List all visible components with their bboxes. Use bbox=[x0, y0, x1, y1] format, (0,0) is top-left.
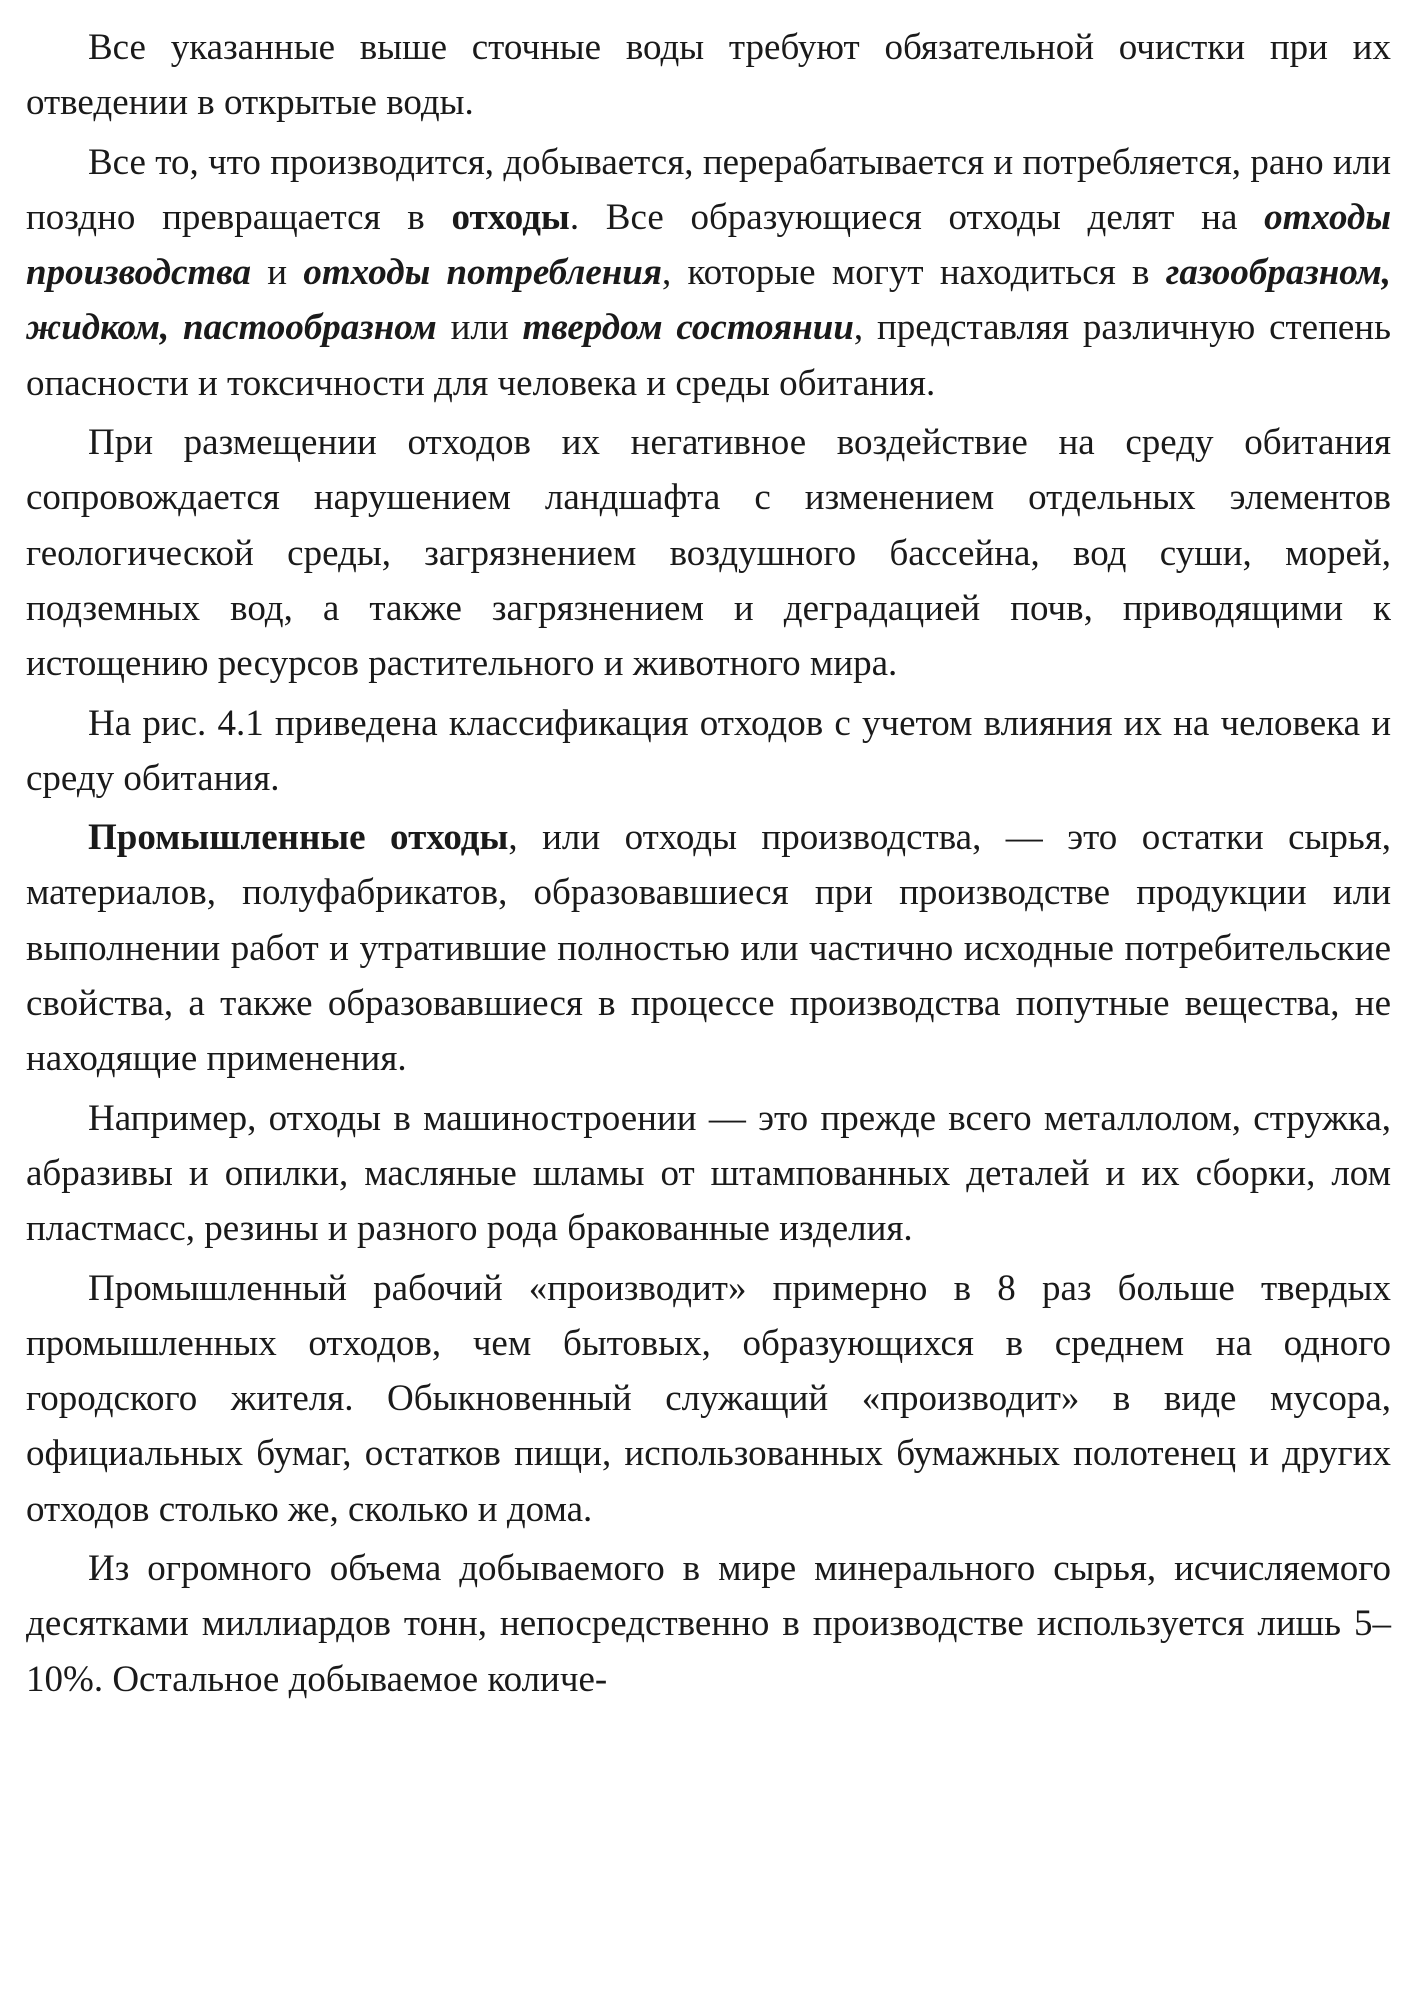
paragraph-2 bbox=[26, 135, 1391, 411]
p3-text-1: При размещении отходов их негативное воздействие на среду обитания сопровождается нарушением ландшафта с изменением отдельных элементов геологической среды, загрязнением воздушного бассейна, вод суши, морей, подземных вод, а также загрязнением и деградацией почв, приводящими к истощению ресурсов растительного и животного мира. bbox=[26, 422, 1391, 685]
p8-text-1: Из огромного объема добываемого в мире минерального сырья, исчисляемого десятками миллиардов тонн, непосредственно в производстве используется лишь 5–10%. Остальное добываемое количе- bbox=[26, 1548, 1391, 1700]
paragraph-4 bbox=[26, 696, 1391, 807]
p5-term-industrial-waste: Промышленные отходы bbox=[88, 817, 509, 859]
document-page bbox=[26, 20, 1391, 1711]
p2-term-consumption-waste: отходы потребления bbox=[303, 252, 662, 294]
paragraph-7 bbox=[26, 1261, 1391, 1537]
p5-text-1: , или отходы производства, — это остатки сырья, материалов, полуфабрикатов, образовавшиеся при производстве продукции или выполнении работ и утратившие полностью или частично исходные потребительские свойства, а также образовавшиеся в процессе производства попутные вещества, не находящие применения. bbox=[26, 817, 1391, 1080]
paragraph-1 bbox=[26, 20, 1391, 131]
p2-text-4: , которые могут находиться в bbox=[661, 252, 1166, 294]
p2-term-production-waste: отходы производства bbox=[26, 196, 1392, 294]
p2-term-otkhody: отходы bbox=[451, 196, 570, 238]
paragraph-8 bbox=[26, 1541, 1391, 1707]
p2-text-2: . Все образующиеся отходы делят на bbox=[569, 196, 1265, 238]
paragraph-5 bbox=[26, 810, 1391, 1086]
p1-text-1: Все указанные выше сточные воды требуют обязательной очистки при их отведении в открытые воды. bbox=[26, 27, 1391, 124]
p2-text-3: и bbox=[250, 252, 304, 294]
paragraph-3 bbox=[26, 415, 1391, 691]
p2-text-1: Все то, что производится, добывается, перерабатывается и потребляется, рано или поздно превращается в bbox=[26, 141, 1391, 238]
p2-term-states: газообразном, жидком, пастообразном bbox=[26, 252, 1391, 349]
p2-text-5: или bbox=[436, 307, 523, 349]
p7-text-1: Промышленный рабочий «производит» примерно в 8 раз больше твердых промышленных отходов, чем бытовых, образующихся в среднем на одного городского жителя. Обыкновенный служащий «производит» в виде мусора, официальных бумаг, остатков пищи, использованных бумажных полотенец и других отходов столько же, сколько и дома. bbox=[26, 1267, 1391, 1530]
p2-text-6: , представляя различную степень опасности и токсичности для человека и среды обитания. bbox=[26, 307, 1391, 404]
p6-text-1: Например, отходы в машиностроении — это прежде всего металлолом, стружка, абразивы и опилки, масляные шламы от штампованных деталей и их сборки, лом пластмасс, резины и разного рода бракованные изделия. bbox=[26, 1097, 1391, 1250]
paragraph-6 bbox=[26, 1091, 1391, 1257]
p2-term-solid-state: твердом состоянии bbox=[522, 307, 854, 349]
p4-text-1: На рис. 4.1 приведена классификация отходов с учетом влияния их на человека и среду обитания. bbox=[26, 702, 1391, 799]
